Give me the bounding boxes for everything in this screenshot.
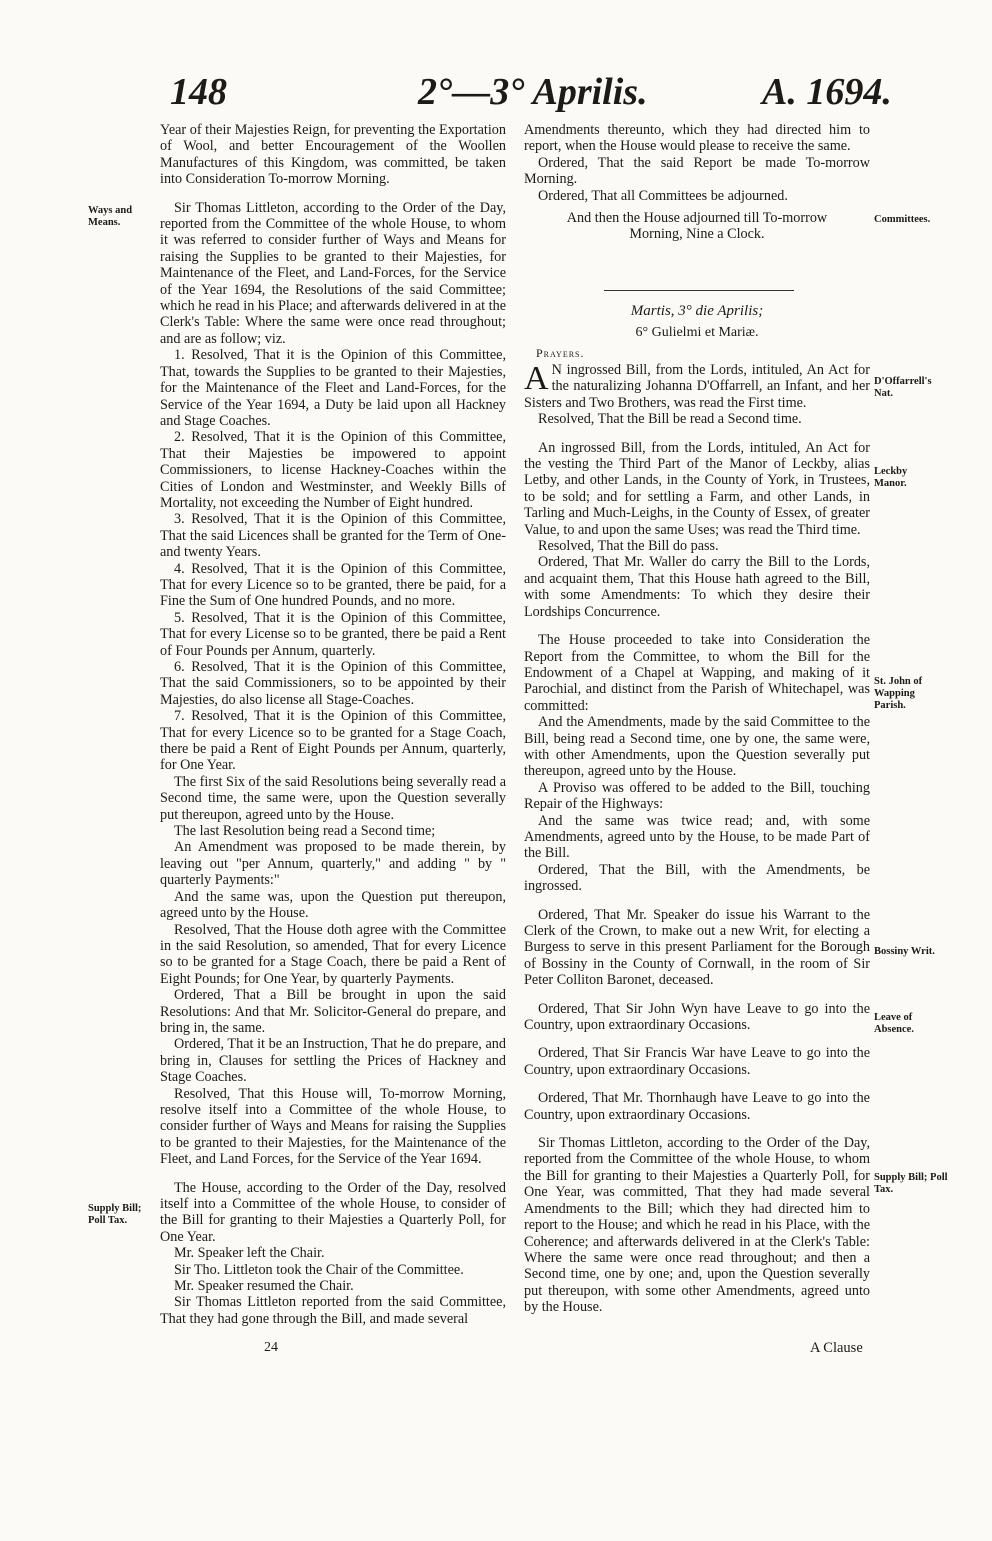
paragraph: Sir Thomas Littleton, according to the Order of the Day, reported from the Committee of the whole House, to whom the Bill for granting to their Majesties a Quarterly Poll, for One Year, was committed, That they had made several Amendments to the Bill; which they had directed him to report to the House; and which he read in his Place, with the Coherence; and afterwards delivered in at the Clerk's Table: Where the same were once read throughout; and then a Second time, one by one; and, upon the Question severally put thereupon, with some other Amendments, agreed unto by the House.: [524, 1135, 870, 1316]
margin-note-doffarrell: D'Offarrell's Nat.: [874, 376, 932, 399]
paragraph: An Amendment was proposed to be made therein, by leaving out "per Annum, quarterly," and adding " by " quarterly Payments:": [160, 839, 506, 889]
margin-note-supply-bill: Supply Bill; Poll Tax.: [88, 1203, 142, 1226]
paragraph: Ordered, That all Committees be adjourned.: [538, 187, 788, 204]
paragraph: Year of their Majesties Reign, for preventing the Exportation of Wool, and better Encouragement of the Woollen Manufactures of this Kingdom, was committed, be taken into Consideration To-morrow Morning.: [160, 122, 506, 188]
section-rule: [604, 290, 794, 291]
paragraph: Ordered, That Mr. Thornhaugh have Leave to go into the Country, upon extraordinary Occasions.: [524, 1090, 870, 1123]
page-number: 148: [170, 71, 227, 113]
paragraph: The last Resolution being read a Second time;: [174, 823, 436, 840]
resolution: 2. Resolved, That it is the Opinion of this Committee, That their Majesties be impowered to appoint Commissioners, to license Hackney-Coaches within the Cities of London and Westminster, and Weekly Bills of Mortality, not exceeding the Number of Eight hundred.: [160, 429, 506, 511]
drop-cap: A: [524, 360, 549, 397]
paragraph: The House proceeded to take into Consideration the Report from the Committee, to whom the Bill for the Endowment of a Chapel at Wapping, and making of it Parochial, and distinct from the Parish of Whitechapel, was committed:: [524, 632, 870, 714]
signature-mark: 24: [264, 1340, 278, 1355]
paragraph: Ordered, That Sir John Wyn have Leave to go into the Country, upon extraordinary Occasions.: [524, 1000, 870, 1034]
paragraph: A N ingrossed Bill, from the Lords, intituled, An Act for the naturalizing Johanna D'Offarrell, an Infant, and her Sisters and Two Brothers, was read the First time.: [524, 360, 870, 411]
paragraph: The House, according to the Order of the Day, resolved itself into a Committee of the whole House, to consider of the Bill for granting to their Majesties a Quarterly Poll, for One Year.: [160, 1179, 506, 1245]
paragraph: Resolved, That this House will, To-morrow Morning, resolve itself into a Committee of the whole House, to consider further of Ways and Means for raising the Supplies to be granted to their Majesties, for the Maintenance of the Fleet, and Land Forces, for the Service of the Year 1694.: [160, 1085, 506, 1168]
resolution: 7. Resolved, That it is the Opinion of this Committee, That for every Licence so to be granted for a Stage Coach, there be paid a Rent of Eight Pounds per Annum, quarterly, for One Year.: [160, 708, 506, 774]
prayers-heading: Prayers.: [536, 346, 585, 360]
paragraph: Ordered, That it be an Instruction, That he do prepare, and bring in, Clauses for settling the Prices of Hackney and Stage Coaches.: [160, 1036, 506, 1086]
catchword: A Clause: [810, 1340, 863, 1356]
right-column-day: [524, 300, 870, 1316]
paragraph: Ordered, That the said Report be made To-morrow Morning.: [524, 154, 870, 188]
paragraph: Ordered, That Mr. Waller do carry the Bill to the Lords, and acquaint them, That this House hath agreed to the Bill, with some Amendments: To which they desire their Lordships Concurrence.: [524, 554, 870, 620]
paragraph: And the Amendments, made by the said Committee to the Bill, being read a Second time, one by one, the same were, with other Amendments, upon the Question severally put thereupon, agreed unto by the House.: [524, 714, 870, 780]
resolution: 1. Resolved, That it is the Opinion of this Committee, That, towards the Supplies to be granted to their Majesties, for the Maintenance of the Fleet and Land-Forces, for the Service of the Year 1694, a Duty be laid upon all Hackney and Stage Coaches.: [160, 347, 506, 429]
left-column: [160, 122, 506, 1327]
page-date: 2°—3° Aprilis.: [418, 71, 648, 113]
paragraph: Sir Thomas Littleton reported from the said Committee, That they had gone through the Bill, and made several: [160, 1294, 506, 1327]
paragraph: And the same was, upon the Question put thereupon, agreed unto by the House.: [160, 888, 506, 922]
paragraph: The first Six of the said Resolutions being severally read a Second time, the same were, upon the Question severally put thereupon, agreed unto by the House.: [160, 773, 506, 823]
paragraph: Resolved, That the Bill do pass.: [538, 538, 719, 555]
paragraph: A Proviso was offered to be added to the Bill, touching Repair of the Highways:: [524, 779, 870, 813]
paragraph: An ingrossed Bill, from the Lords, intituled, An Act for the vesting the Third Part of the Manor of Leckby, alias Letby, and other Lands, in the County of York, in Trustees, to be sold; and for settling a Farm, and other Lands, in Tarling and Much-Leighs, in the County of Essex, of greater Value, to and upon the same Uses; was read the Third time.: [524, 439, 870, 538]
resolution: 5. Resolved, That it is the Opinion of this Committee, That for every License so to be granted, there be paid a Rent of Four Pounds per Annum, quarterly.: [160, 609, 506, 659]
regnal-year: 6° Gulielmi et Mariæ.: [635, 325, 759, 340]
margin-note-st-john: St. John of Wapping Parish.: [874, 676, 923, 711]
margin-note-committees: Committees.: [874, 214, 931, 225]
paragraph: Sir Thomas Littleton, according to the Order of the Day, reported from the Committee of the whole House, to whom it was referred to consider further of Ways and Means for raising the Supplies to be granted to their Majesties, for Maintenance of the Fleet, and Land-Forces, for the Service of the Year 1694, the Resolutions of the said Committee; which he read in his Place; and afterwards delivered in at the Clerk's Table: Where the same were once read throughout; and are as follow; viz.: [160, 199, 506, 347]
paragraph: Amendments thereunto, which they had directed him to report, when the House would please to receive the same.: [524, 122, 870, 155]
paragraph: Ordered, That Mr. Speaker do issue his Warrant to the Clerk of the Crown, to make out a new Writ, for electing a Burgess to serve in this present Parliament for the Borough of Bossiny in the County of Cornwall, in the room of Sir Peter Colliton Baronet, deceased.: [524, 906, 870, 989]
margin-note-bossiny: Bossiny Writ.: [874, 946, 935, 957]
adjournment: And then the House adjourned till To-morrow Morning, Nine a Clock.: [566, 210, 828, 243]
paragraph: Mr. Speaker resumed the Chair.: [174, 1278, 354, 1295]
resolution: 4. Resolved, That it is the Opinion of this Committee, That for every Licence so to be granted, there be paid, for a Fine the Sum of One hundred Pounds, and no more.: [160, 560, 506, 610]
paragraph: Ordered, That Sir Francis War have Leave to go into the Country, upon extraordinary Occasions.: [524, 1045, 870, 1078]
margin-note-leckby: Leckby Manor.: [874, 466, 908, 489]
margin-note-ways-means: Ways and Means.: [88, 205, 133, 228]
paragraph: Ordered, That a Bill be brought in upon the said Resolutions: And that Mr. Solicitor-General do prepare, and bring in, the same.: [160, 987, 506, 1036]
paragraph: Resolved, That the Bill be read a Second time.: [538, 411, 802, 428]
page-year: A. 1694.: [762, 71, 892, 113]
paragraph: Sir Tho. Littleton took the Chair of the Committee.: [174, 1261, 464, 1278]
paragraph: Resolved, That the House doth agree with the Committee in the said Resolution, so amended, That for every Licence so to be granted for a Stage Coach, there be paid a Rent of Eight Pounds; for One Year, by quarterly Payments.: [160, 921, 506, 987]
paragraph: And the same was twice read; and, with some Amendments, agreed unto by the House, to be made Part of the Bill.: [524, 812, 870, 862]
right-column: [524, 122, 870, 243]
paragraph: Mr. Speaker left the Chair.: [174, 1245, 325, 1262]
resolution: 6. Resolved, That it is the Opinion of this Committee, That the said Commissioners, so to be appointed by their Majesties, do also license all Stage-Coaches.: [160, 659, 506, 708]
paragraph: Ordered, That the Bill, with the Amendments, be ingrossed.: [524, 861, 870, 895]
resolution: 3. Resolved, That it is the Opinion of this Committee, That the said Licences shall be granted for the Term of One-and twenty Years.: [160, 511, 506, 561]
day-title: Martis, 3° die Aprilis;: [630, 303, 764, 319]
margin-note-leave: Leave of Absence.: [874, 1012, 914, 1035]
margin-note-supply-bill-right: Supply Bill; Poll Tax.: [874, 1172, 948, 1195]
